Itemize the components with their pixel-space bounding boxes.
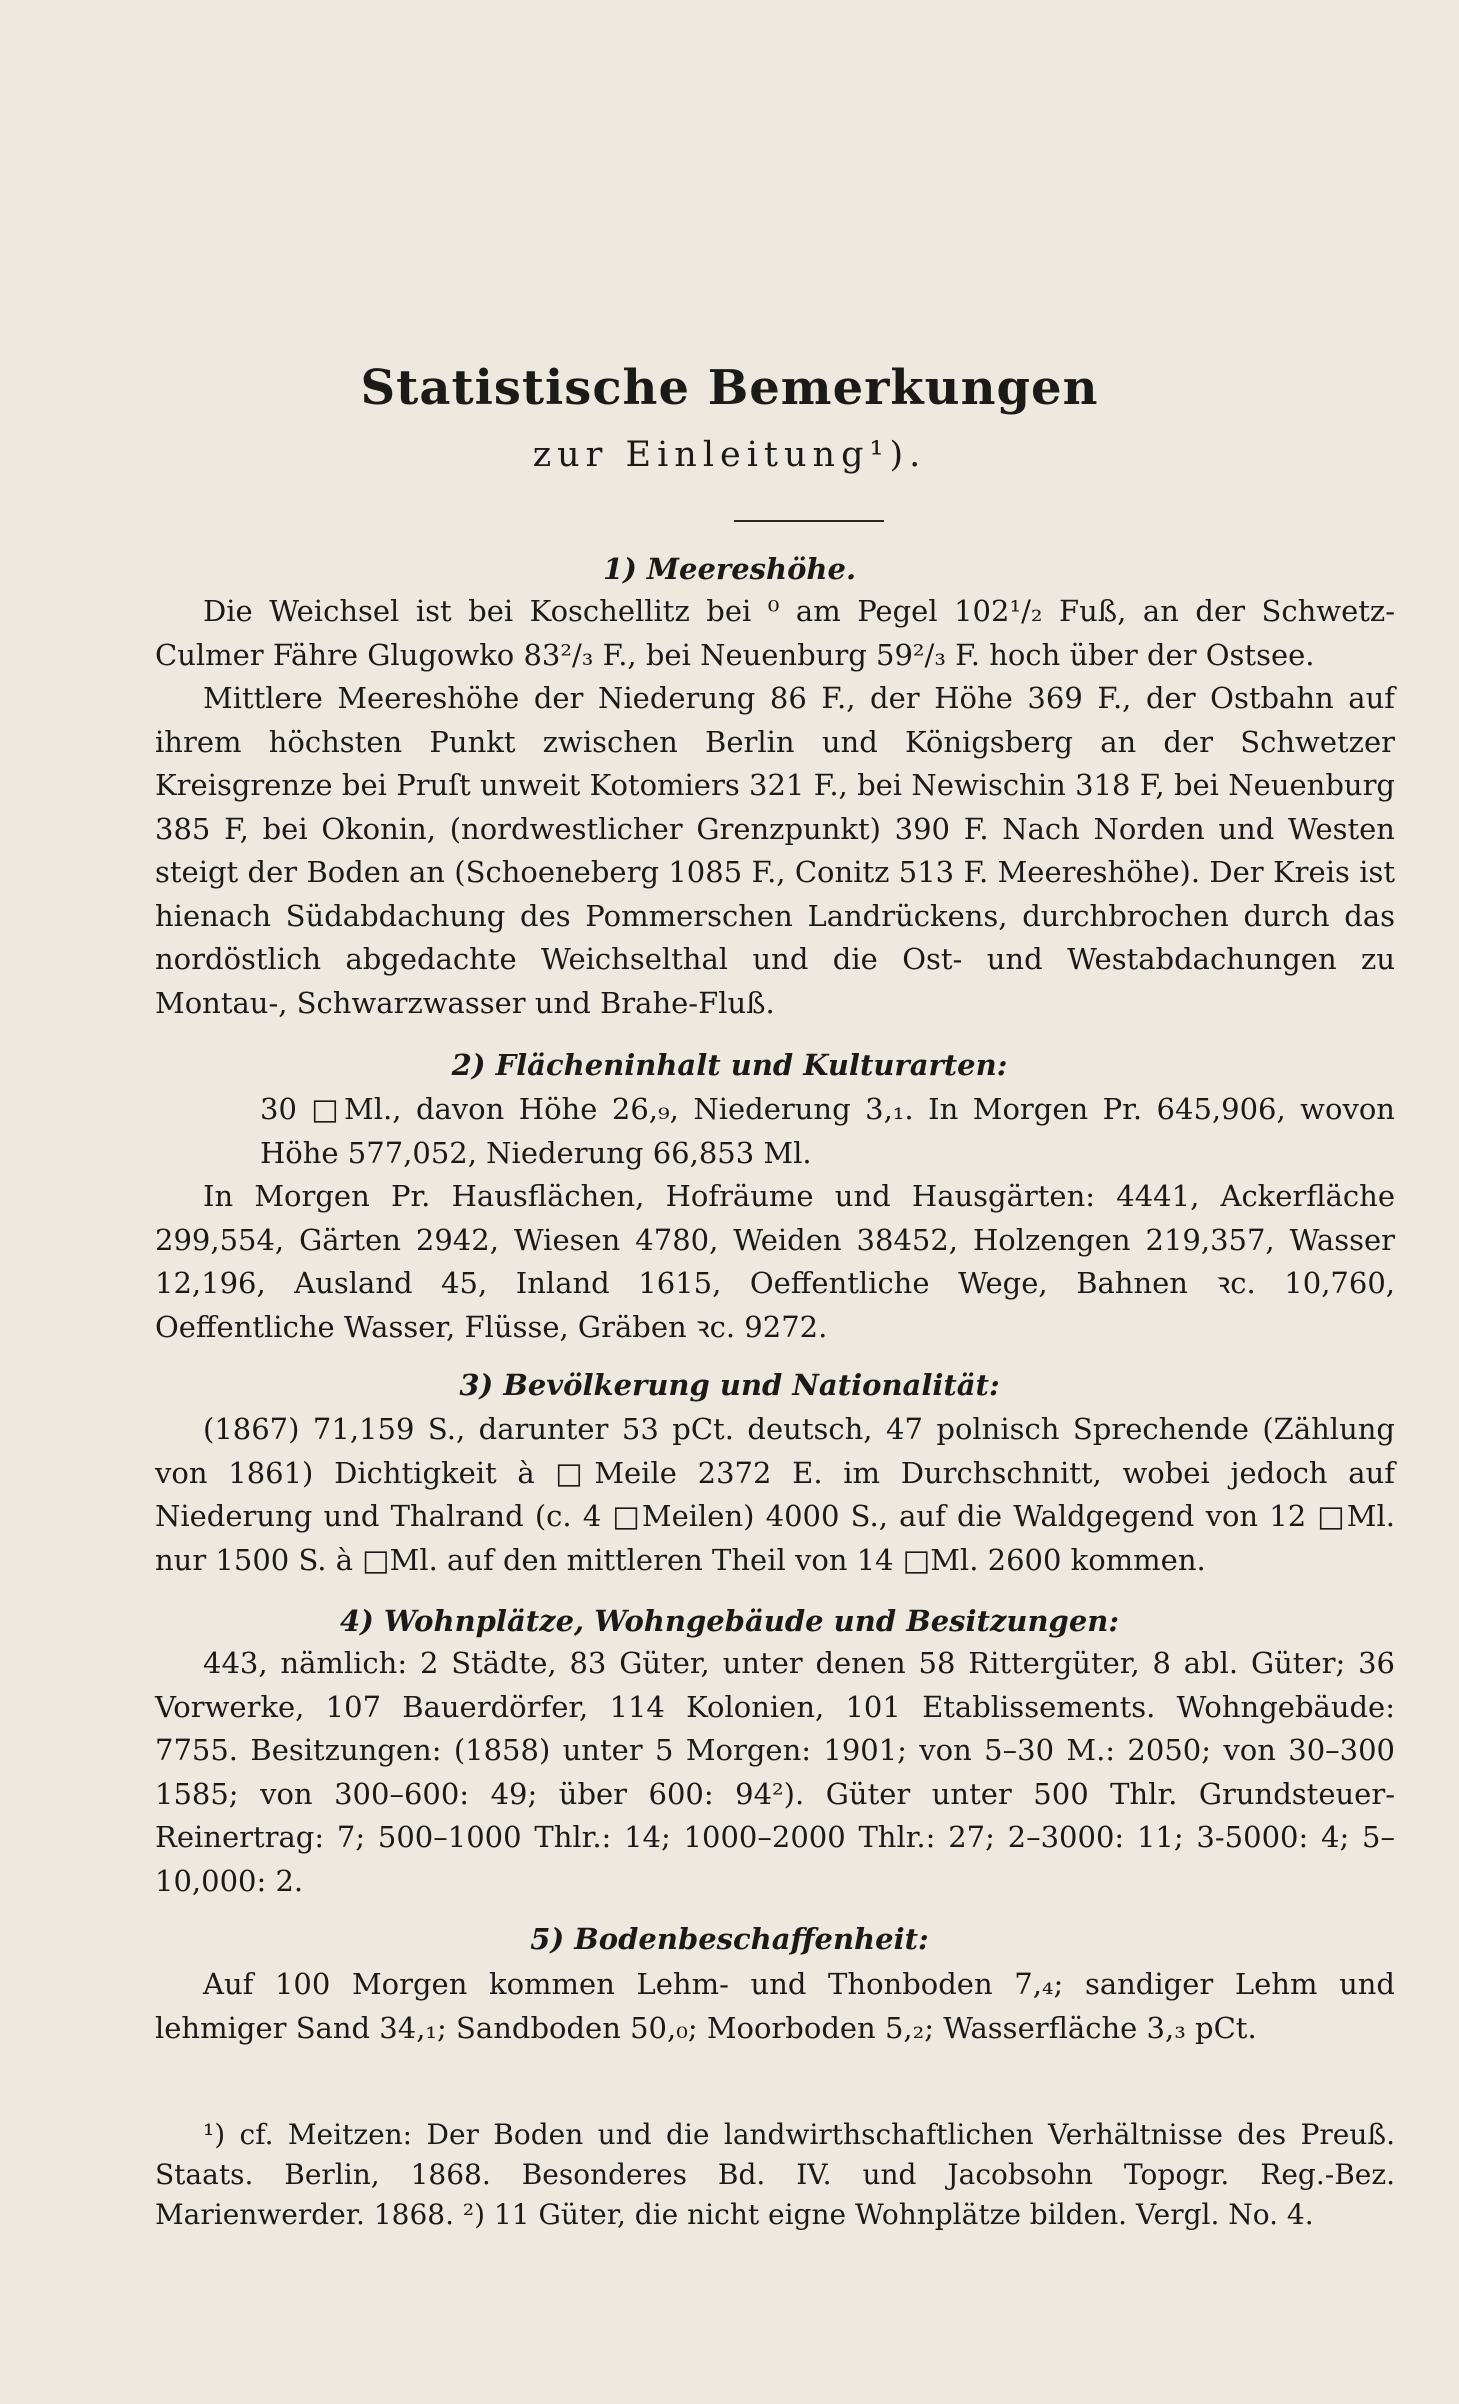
section-heading-wohnplaetze: 4) Wohnplätze, Wohngebäude und Besitzungen: — [339, 1604, 1120, 1638]
title-divider — [734, 520, 884, 522]
section-heading-bevoelkerung: 3) Bevölkerung und Nationalität: — [459, 1368, 1000, 1402]
footnotes — [155, 2115, 1395, 2235]
page-subtitle: zur Einleitung¹). — [532, 435, 927, 475]
section-heading-flaecheninhalt: 2) Flächeninhalt und Kulturarten: — [451, 1048, 1008, 1082]
section-heading-meereshoehe: 1) Meereshöhe. — [602, 552, 857, 586]
section-heading-bodenbeschaffenheit: 5) Bodenbeschaffenheit: — [530, 1922, 929, 1956]
paragraph: Auf 100 Morgen kommen Lehm- und Thonboden 7,₄; sandiger Lehm und lehmiger Sand 34,₁; Sandboden 50,₀; Moorboden 5,₂; Wasserfläche 3,₃ pCt. — [155, 1967, 1395, 2045]
section-body-wohnplaetze — [155, 1642, 1395, 1903]
paragraph: 30 □Ml., davon Höhe 26,₉, Niederung 3,₁. In Morgen Pr. 645,906, wovon Höhe 577,052, Niederung 66,853 Ml. — [260, 1092, 1395, 1170]
footnote: ¹) cf. Meitzen: Der Boden und die landwirthschaftlichen Verhältnisse des Preuß. Staats. Berlin, 1868. Besonderes Bd. IV. und Jacobsohn Topogr. Reg.-Bez. Marienwerder. 1868. ²) 11 Güter, die nicht eigne Wohnplätze bilden. Vergl. No. 4. — [155, 2118, 1395, 2231]
paragraph: 443, nämlich: 2 Städte, 83 Güter, unter denen 58 Rittergüter, 8 abl. Güter; 36 Vorwerke, 107 Bauerdörfer, 114 Kolonien, 101 Etablissements. Wohngebäude: 7755. Besitzungen: (1858) unter 5 Morgen: 1901; von 5–30 M.: 2050; von 30–300 1585; von 300–600: 49; über 600: 94²). Güter unter 500 Thlr. Grundsteuer-Reinertrag: 7; 500–1000 Thlr.: 14; 1000–2000 Thlr.: 27; 2–3000: 11; 3-5000: 4; 5–10,000: 2. — [155, 1646, 1395, 1898]
paragraph: Mittlere Meereshöhe der Niederung 86 F., der Höhe 369 F., der Ostbahn auf ihrem höchsten Punkt zwischen Berlin und Königsberg an der Schwetzer Kreisgrenze bei Pruſt unweit Kotomiers 321 F., bei Newischin 318 F, bei Neuenburg 385 F, bei Okonin, (nordwestlicher Grenzpunkt) 390 F. Nach Norden und Westen steigt der Boden an (Schoeneberg 1085 F., Conitz 513 F. Meereshöhe). Der Kreis ist hienach Südabdachung des Pommerschen Landrückens, durchbrochen durch das nordöstlich abgedachte Weichselthal und die Ost- und Westabdachungen zu Montau-, Schwarzwasser und Brahe-Fluß. — [155, 681, 1395, 1020]
paragraph: (1867) 71,159 S., darunter 53 pCt. deutsch, 47 polnisch Sprechende (Zählung von 1861) Dichtigkeit à □Meile 2372 E. im Durchschnitt, wobei jedoch auf Niederung und Thalrand (c. 4 □Meilen) 4000 S., auf die Waldgegend von 12 □Ml. nur 1500 S. à □Ml. auf den mittleren Theil von 14 □Ml. 2600 kommen. — [155, 1412, 1395, 1577]
section-body-bodenbeschaffenheit — [155, 1963, 1395, 2050]
section-body-meereshoehe — [155, 590, 1395, 1025]
section-body-bevoelkerung — [155, 1408, 1395, 1582]
paragraph: Die Weichsel ist bei Koschellitz bei ⁰ am Pegel 102¹/₂ Fuß, an der Schwetz-Culmer Fähre Glugowko 83²/₃ F., bei Neuenburg 59²/₃ F. hoch über der Ostsee. — [155, 594, 1395, 672]
page-title: Statistische Bemerkungen — [360, 360, 1099, 416]
paragraph: In Morgen Pr. Hausflächen, Hofräume und Hausgärten: 4441, Ackerfläche 299,554, Gärten 2942, Wiesen 4780, Weiden 38452, Holzengen 219,357, Wasser 12,196, Ausland 45, Inland 1615, Oeffentliche Wege, Bahnen ꝛc. 10,760, Oeffentliche Wasser, Flüsse, Gräben ꝛc. 9272. — [155, 1179, 1395, 1344]
section-body-flaecheninhalt — [155, 1088, 1395, 1349]
